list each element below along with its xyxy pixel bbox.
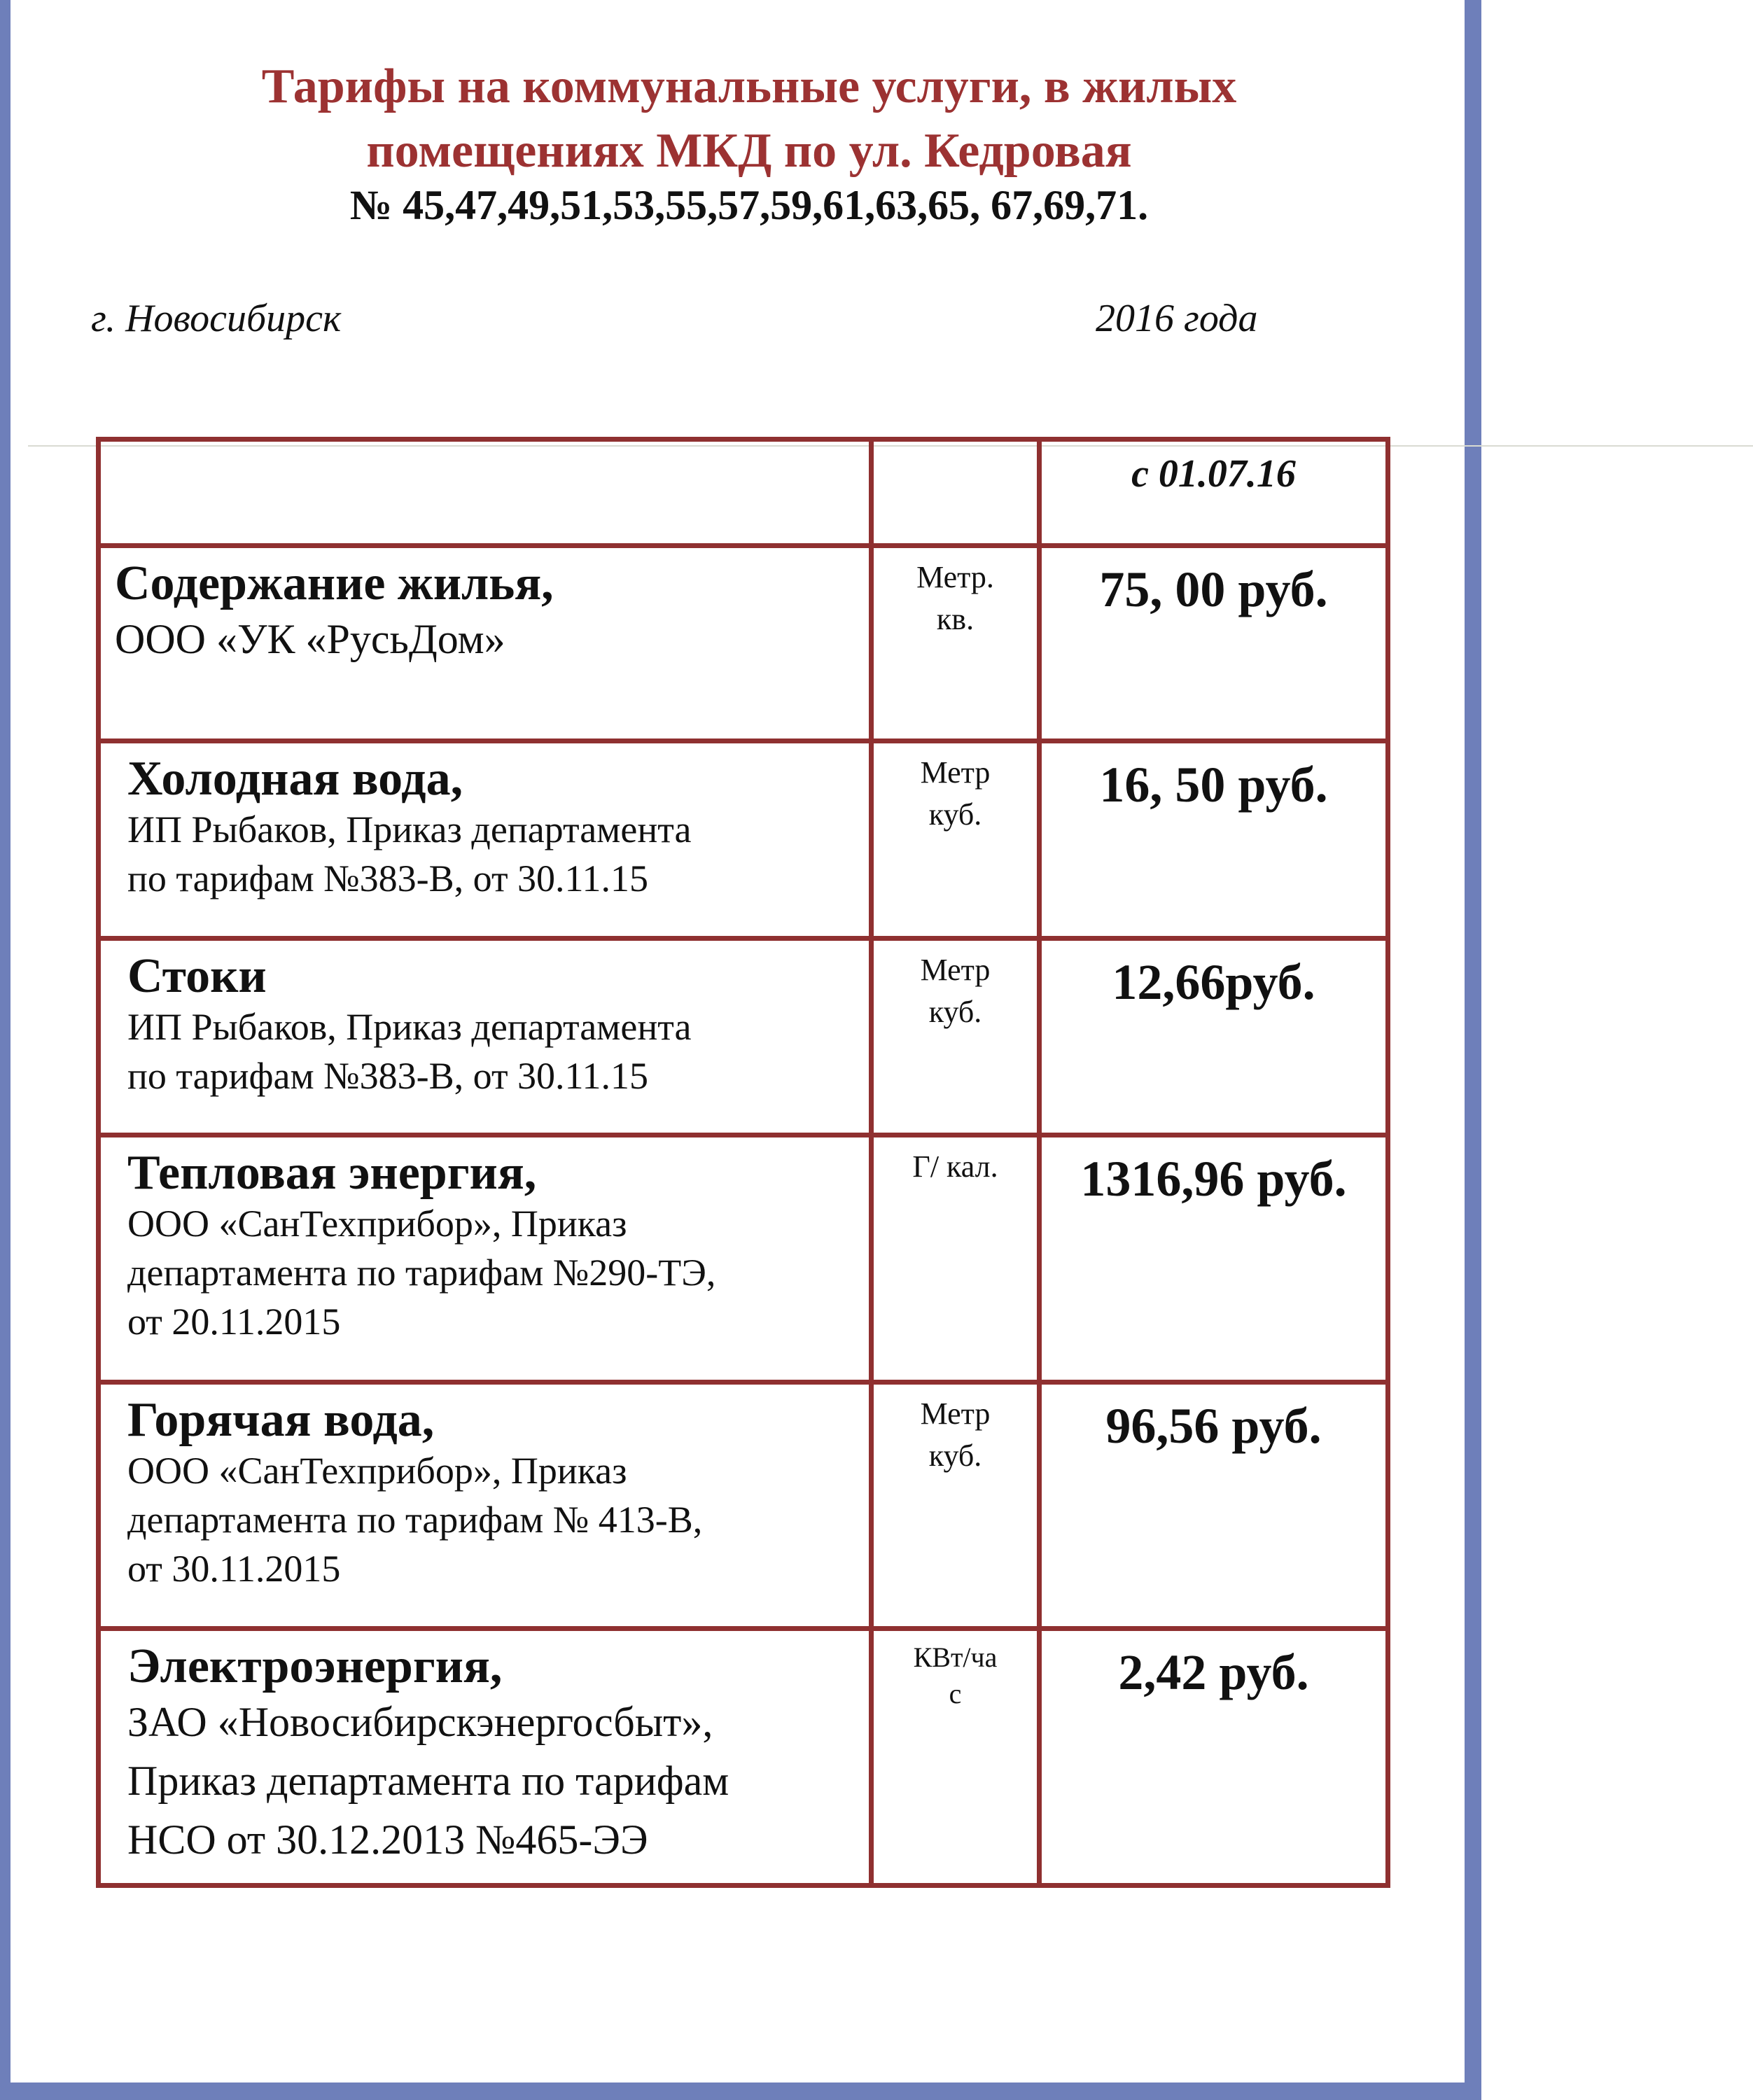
service-name: Содержание жилья, <box>115 556 554 610</box>
service-cell <box>99 546 872 741</box>
service-provider: ООО «СанТехприбор», Приказ <box>127 1450 627 1492</box>
house-numbers: № 45,47,49,51,53,55,57,59,61,63,65, 67,69,71. <box>349 182 1149 228</box>
service-name: Холодная вода, <box>127 752 463 806</box>
title-line-1: Тарифы на коммунальные услуги, в жилых <box>261 59 1237 113</box>
unit-cell: Г/ кал. <box>872 1135 1040 1382</box>
service-provider: ООО «УК «РусьДом» <box>115 616 505 662</box>
service-order-date: от 20.11.2015 <box>127 1301 341 1343</box>
service-cell <box>99 939 872 1135</box>
page-frame-left <box>0 0 11 2100</box>
price-cell: 12,66руб. <box>1040 939 1388 1135</box>
header-cell-unit <box>872 440 1040 546</box>
price-cell: 96,56 руб. <box>1040 1382 1388 1629</box>
service-provider: ООО «СанТехприбор», Приказ <box>127 1203 627 1245</box>
table-row <box>99 939 1388 1135</box>
service-name: Стоки <box>127 949 267 1003</box>
header-cell-service <box>99 440 872 546</box>
service-order: по тарифам №383-В, от 30.11.15 <box>127 858 649 899</box>
service-order: по тарифам №383-В, от 30.11.15 <box>127 1055 649 1097</box>
price-cell: 1316,96 руб. <box>1040 1135 1388 1382</box>
year-label: 2016 года <box>1096 297 1258 340</box>
title-line-2: помещениях МКД по ул. Кедровая <box>366 124 1132 178</box>
service-order-date: от 30.11.2015 <box>127 1548 341 1590</box>
document-title <box>84 55 1414 183</box>
table-row <box>99 1382 1388 1629</box>
service-order: департамента по тарифам №290-ТЭ, <box>127 1252 716 1294</box>
unit-cell: Метр. кв. <box>872 546 1040 741</box>
service-provider: ИП Рыбаков, Приказ департамента <box>127 1006 692 1048</box>
service-order: Приказ департамента по тарифам <box>127 1758 729 1804</box>
service-name: Тепловая энергия, <box>127 1146 537 1200</box>
table-row <box>99 741 1388 939</box>
price-cell: 2,42 руб. <box>1040 1629 1388 1886</box>
header-effective-date: с 01.07.16 <box>1040 440 1388 546</box>
service-provider: ИП Рыбаков, Приказ департамента <box>127 808 692 850</box>
table-row <box>99 1135 1388 1382</box>
unit-cell: КВт/ча с <box>872 1629 1040 1886</box>
unit-cell: Метр куб. <box>872 1382 1040 1629</box>
table-row <box>99 546 1388 741</box>
service-order: департамента по тарифам № 413-В, <box>127 1499 703 1541</box>
service-cell <box>99 1135 872 1382</box>
service-provider: ЗАО «Новосибирскэнергосбыт», <box>127 1699 713 1745</box>
service-cell <box>99 1629 872 1886</box>
page-frame-bottom <box>0 2082 1481 2100</box>
service-cell <box>99 1382 872 1629</box>
table-row <box>99 1629 1388 1886</box>
service-cell <box>99 741 872 939</box>
price-cell: 75, 00 руб. <box>1040 546 1388 741</box>
unit-cell: Метр куб. <box>872 939 1040 1135</box>
table-header-row <box>99 440 1388 546</box>
service-name: Горячая вода, <box>127 1393 435 1447</box>
service-order-date: НСО от 30.12.2013 №465-ЭЭ <box>127 1816 648 1863</box>
tariffs-table <box>96 437 1390 1888</box>
page-frame-right <box>1465 0 1481 2100</box>
service-name: Электроэнергия, <box>127 1639 503 1693</box>
unit-cell: Метр куб. <box>872 741 1040 939</box>
price-cell: 16, 50 руб. <box>1040 741 1388 939</box>
city-label: г. Новосибирск <box>91 297 342 340</box>
